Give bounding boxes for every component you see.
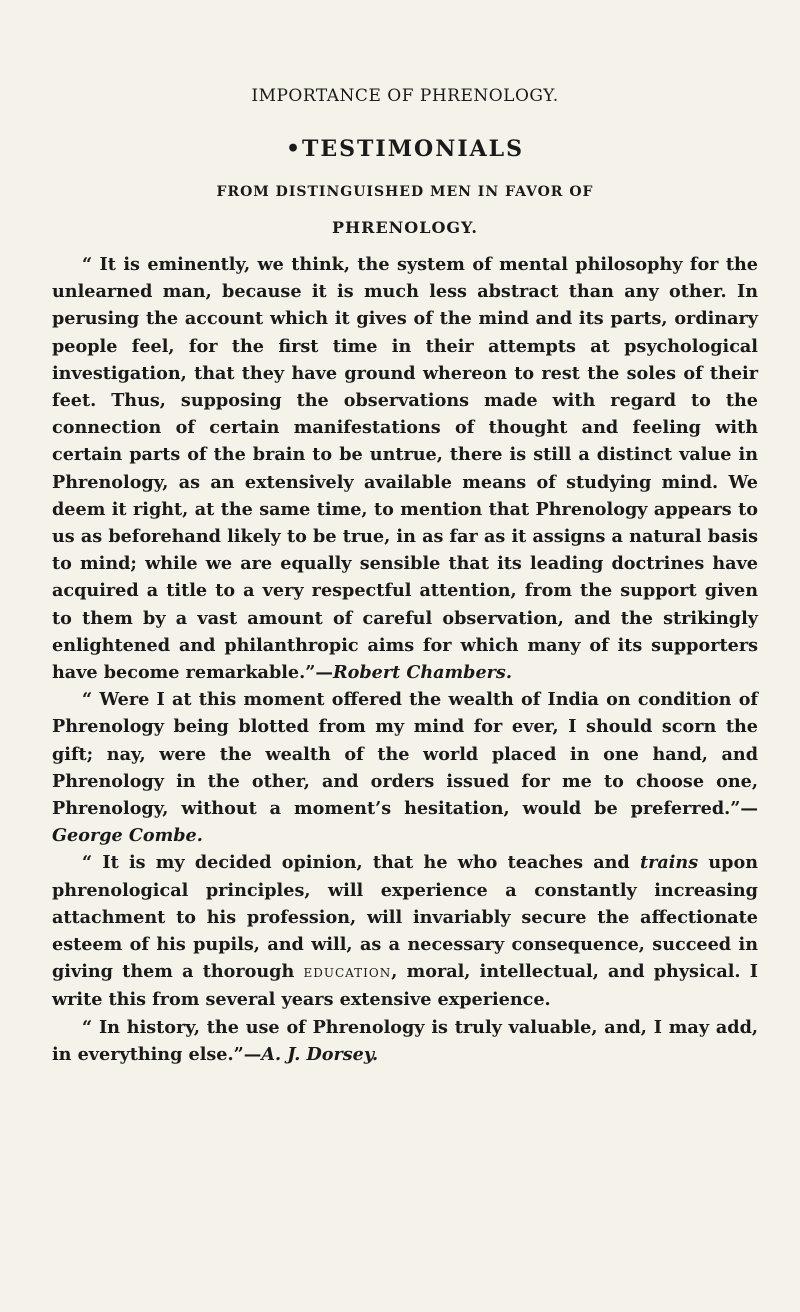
title-text: TESTIMONIALS <box>302 136 525 162</box>
subtitle-line-2: PHRENOLOGY. <box>332 218 478 237</box>
testimonial-author: Robert Chambers. <box>332 662 512 684</box>
emphasis-text: trains <box>639 852 699 874</box>
testimonial-text: upon phrenological principles, will experience a constantly increasing attachment to his profession, will invariably secure the affectionate esteem of his pupils, and will, as a necessary consequence, succeed in giving them a thorough <box>52 852 758 983</box>
testimonial-combe <box>52 686 758 849</box>
section-title: •TESTIMONIALS <box>285 136 525 162</box>
testimonial-text: “ It is eminently, we think, the system of mental philosophy for the unlearned man, because it is much less abstract than any other. In perusing the account which it gives of the mind and its parts, ordinary people feel, for the first time in their attempts at psychological investigation, that they have ground whereon to rest the soles of their feet. Thus, supposing the observations made with regard to the connection of certain manifestations of thought and feeling with certain parts of the brain to be untrue, there is still a distinct value in Phrenology, as an extensively available means of studying mind. We deem it right, at the same time, to mention that Phrenology appears to us as beforehand likely to be true, in as far as it assigns a natural basis to mind; while we are equally sensible that its leading doctrines have acquired a title to a very respectful attention, from the support given to them by a vast amount of careful observation, and the strikingly enlightened and philanthropic aims for which many of its supporters have become remarkable.”— <box>52 254 758 684</box>
testimonial-author: A. J. Dorsey. <box>261 1043 379 1065</box>
testimonial-dorsey <box>52 1014 758 1068</box>
testimonial-text: , moral, intellectual, and physical. I write this from several years extensive experience. <box>52 961 758 1011</box>
subtitle-line-1: FROM DISTINGUISHED MEN IN FAVOR OF <box>216 184 594 200</box>
testimonial-text: “ In history, the use of Phrenology is truly valuable, and, I may add, in everything else.”— <box>52 1016 758 1065</box>
testimonial-text: “ Were I at this moment offered the wealth of India on condition of Phrenology being blotted from my mind for ever, I should scorn the gift; nay, were the wealth of the world placed in one hand, and Phrenology in the other, and orders issued for me to choose one, Phrenology, without a moment’s hesitation, would be preferred.”— <box>52 689 758 820</box>
testimonial-author: George Combe. <box>52 825 203 847</box>
running-head: IMPORTANCE OF PHRENOLOGY. <box>251 86 559 106</box>
smallcaps-text: education <box>303 962 392 983</box>
testimonial-chambers <box>52 251 758 686</box>
testimonial-education <box>52 849 758 1013</box>
testimonial-text: “ It is my decided opinion, that he who teaches and <box>82 852 640 874</box>
page <box>52 70 758 1068</box>
